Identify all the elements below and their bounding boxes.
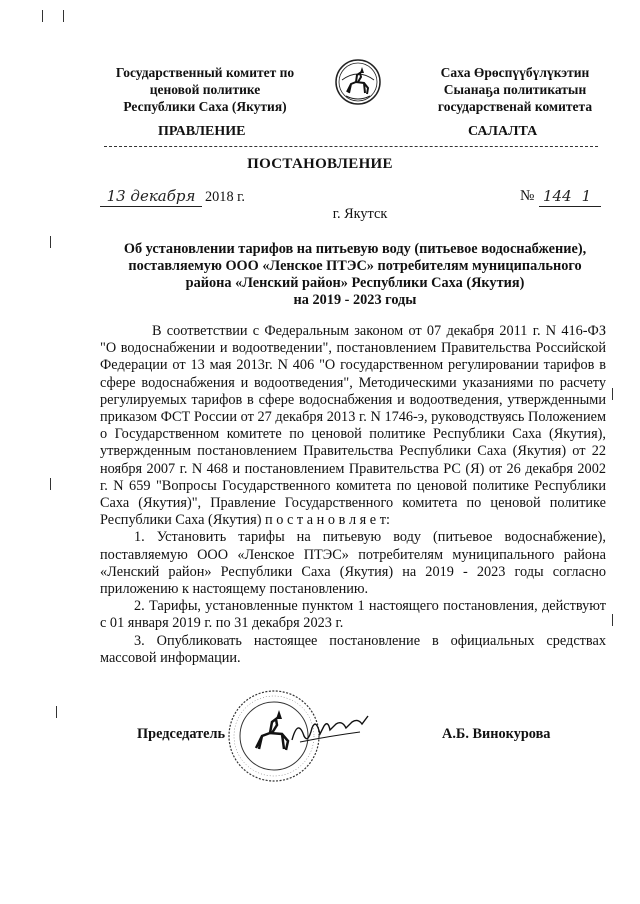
handwritten-signature <box>290 712 370 748</box>
header-left-line: Государственный комитет по <box>115 65 295 80</box>
number-prefix: № <box>520 188 535 204</box>
margin-mark <box>63 10 64 22</box>
date-field <box>100 187 202 207</box>
document-subject <box>100 241 610 309</box>
margin-mark <box>50 478 51 490</box>
margin-mark <box>50 236 51 248</box>
signatory-position: Председатель <box>137 726 226 742</box>
header-divider <box>104 146 598 147</box>
subject-line: района «Ленский район» Республики Саха (Якутия) <box>185 275 525 291</box>
margin-mark <box>612 614 613 626</box>
city: г. Якутск <box>332 206 388 222</box>
item-1-paragraph: 1. Установить тарифы на питьевую воду (питьевое водоснабжение), поставляемую ООО «Ленское ПТЭС» потребителям муниципального района «Ленский район» Республики Саха (Якутия) на 2019 - 2023 годы согласно приложению к настоящему постановлению. <box>100 529 606 598</box>
header-left-line: Республики Саха (Якутия) <box>123 99 287 114</box>
header-left <box>100 64 310 115</box>
number-suffix: 1 <box>581 187 592 205</box>
item-2-paragraph: 2. Тарифы, установленные пунктом 1 настоящего постановления, действуют с 01 января 2019 г. по 31 декабря 2023 г. <box>100 598 606 632</box>
document-title: ПОСТАНОВЛЕНИЕ <box>247 156 393 172</box>
subject-line: Об установлении тарифов на питьевую воду (питьевое водоснабжение), <box>123 241 587 257</box>
margin-mark <box>42 10 43 22</box>
signatory-name: А.Б. Винокурова <box>442 726 551 742</box>
subject-line: на 2019 - 2023 годы <box>293 292 417 308</box>
header-right-line: Сыанаҕа политикатын <box>443 82 587 97</box>
number-handwritten: 144 <box>543 187 572 205</box>
header-right-line: Саха Өрөспүүбүлүкэтин <box>440 65 590 80</box>
coat-of-arms-horse-rider-icon <box>334 58 382 106</box>
header-left-line: ценовой политике <box>149 82 261 97</box>
number-field <box>539 187 601 207</box>
subject-line: поставляемую ООО «Ленское ПТЭС» потребителям муниципального <box>128 258 582 274</box>
header-right <box>412 64 618 115</box>
preamble-paragraph: В соответствии с Федеральным законом от 07 декабря 2011 г. N 416-ФЗ "О водоснабжении и водоотведении", постановлением Правительства Российской Федерации от 13 мая 2013г. N 406 "О государственном регулировании тарифов в сфере водоснабжения и водоотведения", Методическими указаниями по расчету регулируемых тарифов в сфере водоснабжения и водоотведения, утвержденными приказом ФСТ России от 27 декабря 2013 г. N 1746-э, руководствуясь Положением о Государственном комитете по ценовой политике Республики Саха (Якутия), утвержденным постановлением Правительства Республики Саха (Якутия) от 22 ноября 2007 г. N 468 и постановлением Правительства РС (Я) от 26 декабря 2002 г. N 659 "Вопросы Государственного комитета по ценовой политике Республики Саха (Якутия)", Правление Государственного комитета по ценовой политике Республики Саха (Якутия) п о с т а н о в л я е т: <box>100 323 606 529</box>
document-body <box>100 323 606 667</box>
header-right-line: государственай комитета <box>437 99 593 114</box>
section-label-left: ПРАВЛЕНИЕ <box>158 124 246 139</box>
date-year: 2018 г. <box>205 189 245 205</box>
date-handwritten: 13 декабря <box>106 187 196 205</box>
item-3-paragraph: 3. Опубликовать настоящее постановление в официальных средствах массовой информации. <box>100 632 606 666</box>
margin-mark <box>56 706 57 718</box>
section-label-right: САЛАЛТА <box>468 124 538 139</box>
margin-mark <box>612 388 613 400</box>
